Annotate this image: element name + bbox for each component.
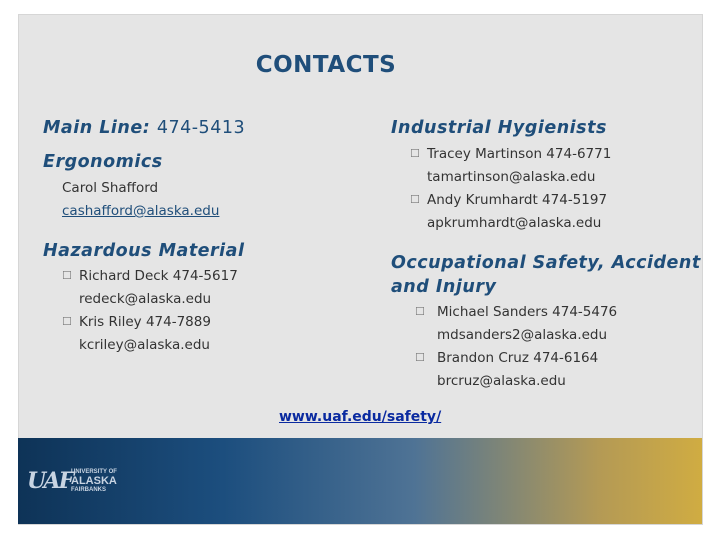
logo-mark: UAF [27,468,73,494]
main-line-number: 474-5413 [156,118,246,138]
hygienist-contact-1: Tracey Martinson 474-6771 [427,146,612,162]
bullet-icon: ☐ [410,147,420,160]
page-title: CONTACTS [255,52,397,78]
uaf-logo [27,466,117,496]
ergonomics-heading: Ergonomics [43,152,163,172]
logo-wordmark [71,468,117,495]
hazardous-email-2: kcriley@alaska.edu [79,337,210,353]
hazardous-contact-2: Kris Riley 474-7889 [79,314,211,330]
main-line-heading [43,117,245,140]
occupational-contact-2: Brandon Cruz 474-6164 [437,350,599,366]
logo-line1: UNIVERSITY OF [71,468,117,475]
hygienists-heading: Industrial Hygienists [391,118,607,138]
bullet-icon: ☐ [62,269,72,282]
hygienist-email-2: apkrumhardt@alaska.edu [427,215,602,231]
hazardous-heading: Hazardous Material [43,241,245,261]
occupational-email-1: mdsanders2@alaska.edu [437,327,608,343]
occupational-contact-1: Michael Sanders 474-5476 [437,304,618,320]
hazardous-email-1: redeck@alaska.edu [79,291,212,307]
bullet-icon: ☐ [415,305,425,318]
hygienist-contact-2: Andy Krumhardt 474-5197 [427,192,608,208]
ergonomics-email-link[interactable]: cashafford@alaska.edu [62,203,220,219]
safety-website-link[interactable]: www.uaf.edu/safety/ [279,409,442,425]
logo-line2: ALASKA [71,474,117,487]
footer-banner [18,438,702,524]
occupational-heading-line2: and Injury [391,277,497,297]
bullet-icon: ☐ [415,351,425,364]
hygienist-email-1: tamartinson@alaska.edu [427,169,596,185]
bullet-icon: ☐ [410,193,420,206]
occupational-email-2: brcruz@alaska.edu [437,373,566,389]
main-line-label: Main Line: [43,118,151,138]
ergonomics-contact-name: Carol Shafford [62,180,159,196]
logo-line3: FAIRBANKS [71,486,107,493]
hazardous-contact-1: Richard Deck 474-5617 [79,268,238,284]
bullet-icon: ☐ [62,315,72,328]
occupational-heading-line1: Occupational Safety, Accident [391,253,701,273]
